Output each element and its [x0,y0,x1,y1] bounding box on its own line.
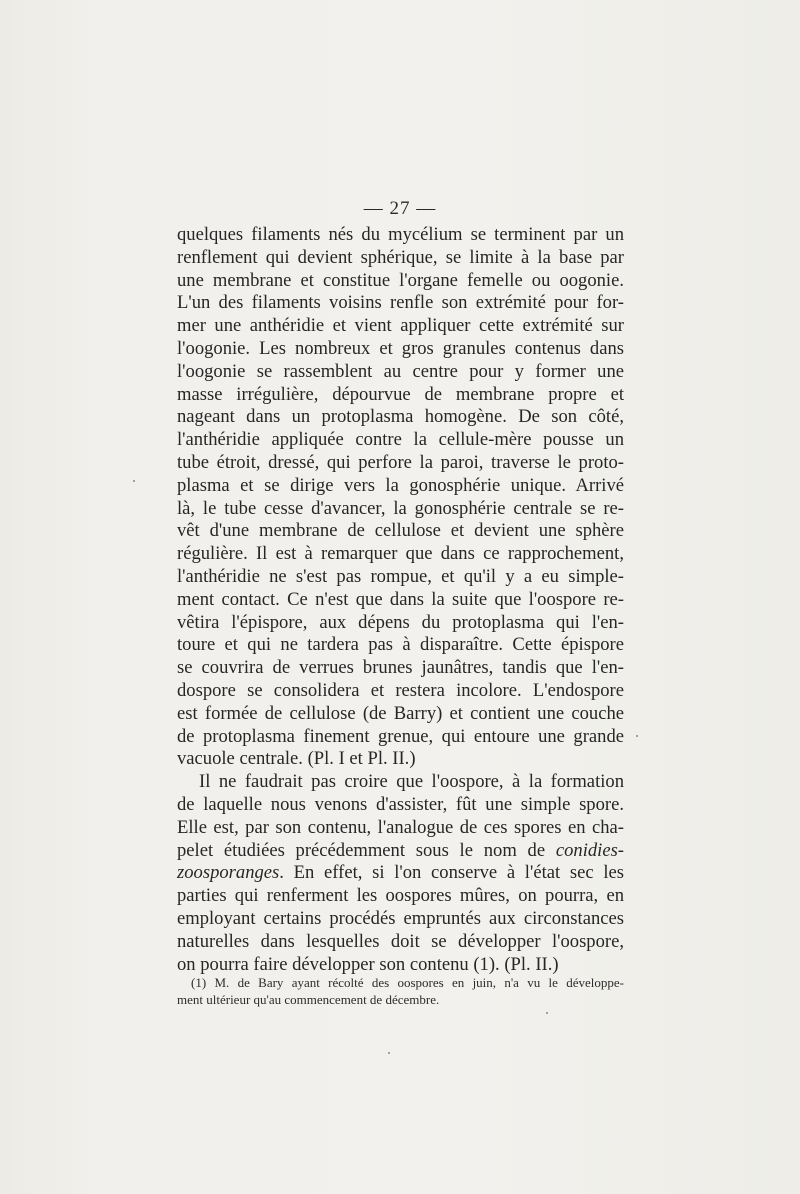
italic-term: zoosporanges [177,862,280,884]
page-number: — 27 — [363,198,437,219]
text-line: l'oogonie. Les nombreux et gros granules contenus dans [177,337,624,359]
text-line: l'anthéridie ne s'est pas rompue, et qu'il y a eu simple- [177,565,624,587]
text-line: vêtira l'épispore, aux dépens du protoplasma qui l'en- [177,611,624,633]
footnote-line: ment ultérieur qu'au commencement de décembre. [177,991,440,1007]
text-line [177,862,624,885]
footnote [177,975,624,1008]
text-line: l'oogonie se rassemblent au centre pour y former une [177,360,624,382]
text-line: mer une anthéridie et vient appliquer cette extrémité sur [177,315,624,337]
text-line: parties qui renferment les oospores mûres, on pourra, en [177,885,624,907]
text-line: L'un des filaments voisins renfle son extrémité pour for- [177,292,624,314]
text-line: vêt d'une membrane de cellulose et devient une sphère [177,520,624,542]
paragraph-2 [177,771,624,976]
text-line: vacuole centrale. (Pl. I et Pl. II.) [177,748,416,770]
text-line: on pourra faire développer son contenu (1). (Pl. II.) [177,953,559,975]
text-line: de protoplasma finement grenue, qui entoure une grande [177,725,624,747]
text-line: tube étroit, dressé, qui perfore la paroi, traverse le proto- [177,451,624,473]
text-line: ment contact. Ce n'est que dans la suite que l'oospore re- [177,588,624,610]
text-line: est formée de cellulose (de Barry) et contient une couche [177,702,624,724]
paper-speck [388,1052,390,1054]
text-line [177,840,624,863]
text-segment: . En effet, si l'on conserve à l'état sec les [279,862,624,884]
paper-speck [133,480,135,482]
text-line: naturelles dans lesquelles doit se développer l'oospore, [177,930,624,952]
text-line: plasma et se dirige vers la gonosphérie unique. Arrivé [177,474,624,496]
italic-term: conidies- [555,839,624,861]
text-segment: pelet étudiées précédemment sous le nom de [177,839,556,861]
text-line: une membrane et constitue l'organe femelle ou oogonie. [177,269,624,291]
text-line: régulière. Il est à remarquer que dans ce rapprochement, [177,543,624,565]
paper-speck [546,1012,548,1014]
text-line: se couvrira de verrues brunes jaunâtres, tandis que l'en- [177,657,624,679]
text-line: l'anthéridie appliquée contre la cellule-mère pousse un [177,429,624,451]
text-line: employant certains procédés empruntés aux circonstances [177,907,624,929]
paper-speck [636,735,638,737]
paragraph-1 [177,224,624,771]
text-line: nageant dans un protoplasma homogène. De son côté, [177,406,624,428]
text-line: dospore se consolidera et restera incolore. L'endospore [177,679,624,701]
footnote-line: (1) M. de Bary ayant récolté des oospores en juin, n'a vu le développe- [191,975,624,990]
text-line: de laquelle nous venons d'assister, fût une simple spore. [177,793,624,815]
text-line: quelques filaments nés du mycélium se terminent par un [177,224,624,245]
text-line: là, le tube cesse d'avancer, la gonosphérie centrale se re- [177,497,624,519]
text-line: masse irrégulière, dépourvue de membrane propre et [177,383,624,405]
text-line: Il ne faudrait pas croire que l'oospore, à la formation [199,771,624,793]
text-line: toure et qui ne tardera pas à disparaître. Cette épispore [177,634,624,656]
body-text [177,224,624,976]
text-line: renflement qui devient sphérique, se limite à la base par [177,246,624,268]
text-line: Elle est, par son contenu, l'analogue de ces spores en cha- [177,816,624,838]
